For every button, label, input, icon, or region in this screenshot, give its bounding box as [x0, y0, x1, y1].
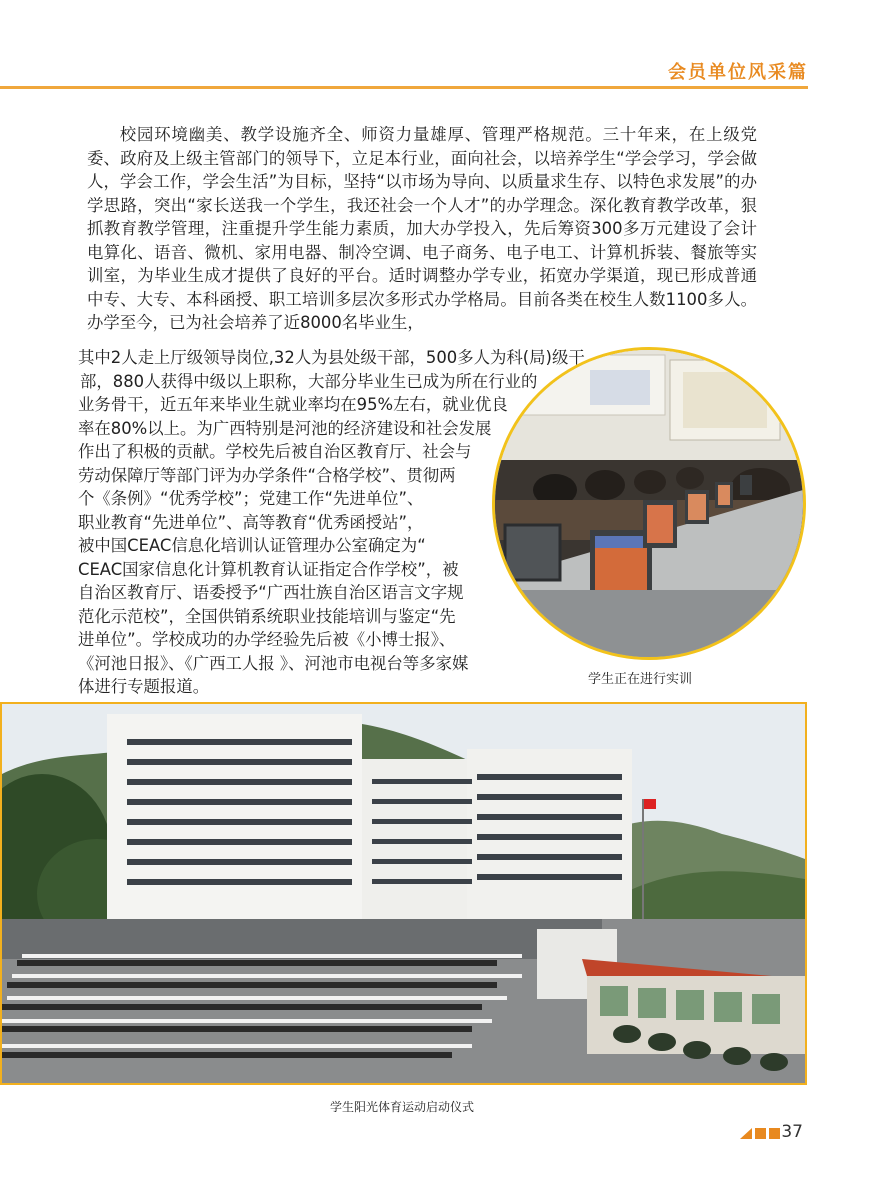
article-line: 其中2人走上厅级领导岗位,32人为县处级干部，500多人为科(局)级干	[78, 348, 585, 367]
campus-caption: 学生阳光体育运动启动仪式	[330, 1100, 475, 1114]
article-line: 《河池日报》、《广西工人报 》、河池市电视台等多家媒	[78, 653, 469, 673]
article-paragraph	[87, 123, 757, 335]
article-line: 被中国CEAC信息化培训认证管理办公室确定为“	[78, 536, 426, 555]
header-rule	[0, 86, 808, 89]
article-line: 范化示范校”，全国供销系统职业技能培训与鉴定“先	[78, 606, 456, 626]
article-line: 劳动保障厅等部门评为办学条件“合格学校”、贯彻两	[78, 465, 456, 485]
section-title: 会员单位风采篇	[668, 62, 808, 83]
computer-lab-photo	[492, 347, 806, 660]
marker-square-icon	[769, 1128, 780, 1139]
computer-lab-illustration	[495, 350, 803, 657]
marker-square-icon	[755, 1128, 766, 1139]
article-wrapped-text	[78, 346, 585, 699]
article-line: 部，880人获得中级以上职称，大部分毕业生已成为所在行业的	[80, 371, 538, 391]
article-line: 自治区教育厅、语委授予“广西壮族自治区语言文字规	[78, 583, 464, 602]
page-marker	[740, 1128, 780, 1139]
article-line: 进单位”。学校成功的办学经验先后被《小博士报》、	[78, 630, 456, 649]
article-line: 体进行专题报道。	[78, 677, 210, 696]
article-line: 作出了积极的贡献。学校先后被自治区教育厅、社会与	[78, 442, 472, 461]
campus-photo	[0, 702, 807, 1085]
article-text-full: 校园环境幽美、教学设施齐全、师资力量雄厚、管理严格规范。三十年来，在上级党委、政府及上级主管部门的领导下，立足本行业，面向社会，以培养学生“学会学习，学会做人，学会工作，学会生活”为目标，坚持“以市场为导向、以质量求生存、以特色求发展”的办学思路，突出“家长送我一个学生，我还社会一个人才”的办学理念。深化教育教学改革，狠抓教育教学管理，注重提升学生能力素质，加大办学投入，先后筹资300多万元建设了会计电算化、语音、微机、家用电器、制冷空调、电子商务、电子电工、计算机拆装、餐旅等实训室，为毕业生成才提供了良好的平台。适时调整办学专业，拓宽办学渠道，现已形成普通中专、大专、本科函授、职工培训多层次多形式办学格局。目前各类在校生人数1100多人。办学至今，已为社会培养了近8000名毕业生，	[87, 125, 757, 332]
article-line: 职业教育“先进单位”、高等教育“优秀函授站”，	[78, 512, 424, 532]
computer-lab-caption: 学生正在进行实训	[588, 672, 693, 687]
campus-illustration	[2, 704, 805, 1083]
marker-triangle-icon	[740, 1128, 752, 1139]
article-line: CEAC国家信息化计算机教育认证指定合作学校”，被	[78, 559, 459, 579]
article-line: 个《条例》“优秀学校”；党建工作“先进单位”、	[78, 489, 424, 508]
article-line: 率在80%以上。为广西特别是河池的经济建设和社会发展	[78, 418, 492, 438]
page-number: 37	[781, 1122, 803, 1142]
article-line: 业务骨干，近五年来毕业生就业率均在95%左右，就业优良	[78, 395, 508, 414]
